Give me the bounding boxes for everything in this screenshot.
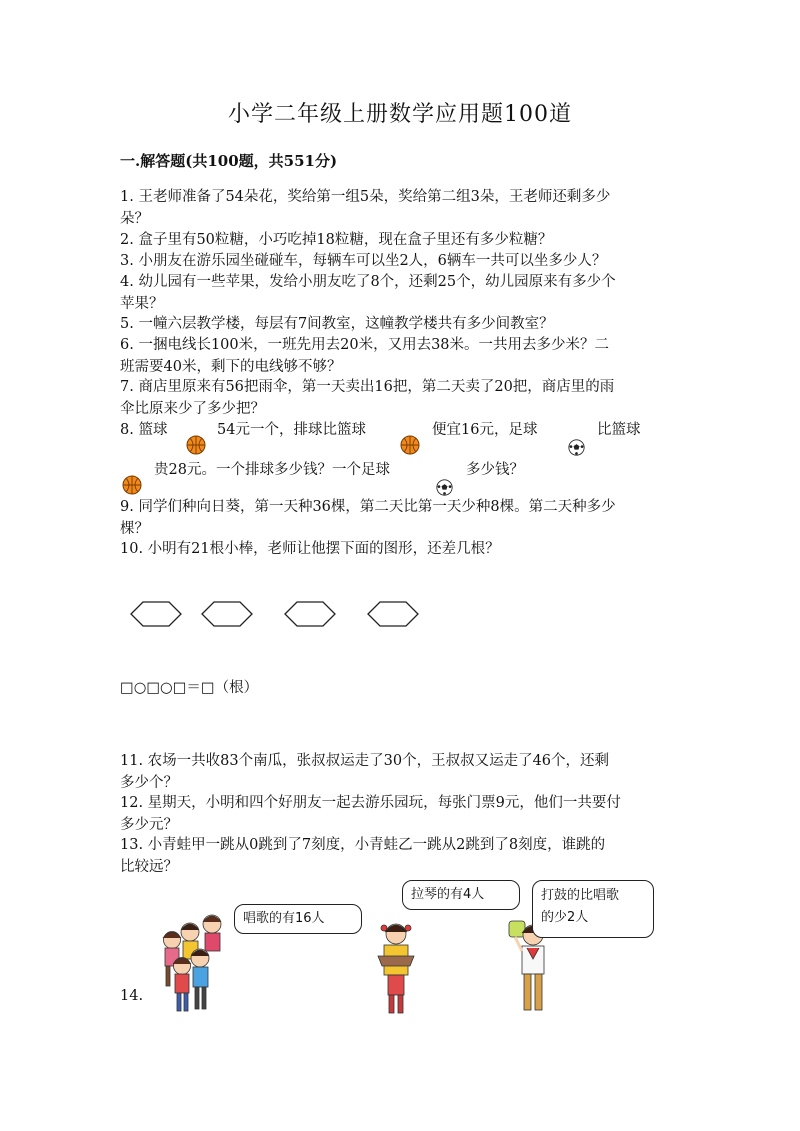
question-6: 6. 一捆电线长100米，一班先用去20米，又用去38米。一共用去多少米？二 班需要40米，剩下的电线够不够？ xyxy=(120,337,610,375)
question-3: 3. 小朋友在游乐园坐碰碰车，每辆车可以坐2人，6辆车一共可以坐多少人？ xyxy=(120,253,607,269)
question-9: 9. 同学们种向日葵，第一天种36棵，第二天比第一天少种8棵。第二天种多少 棵？ xyxy=(120,499,616,537)
equation-template: □○□○□＝□（根） xyxy=(120,680,259,696)
hexagon-shape xyxy=(201,601,253,627)
hexagon-shape xyxy=(130,601,182,627)
violin-child-illustration xyxy=(366,918,426,1018)
singing-children-illustration xyxy=(150,910,240,1020)
hexagon-shape xyxy=(284,601,336,627)
question-1: 1. 王老师准备了54朵花，奖给第一组5朵，奖给第二组3朵，王老师还剩多少 朵？ xyxy=(120,189,611,227)
question-13: 13. 小青蛙甲一跳从0跳到了7刻度，小青蛙乙一跳从2跳到了8刻度，谁跳的 比较远？ xyxy=(120,837,606,875)
question-11: 11. 农场一共收83个南瓜，张叔叔运走了30个，王叔叔又运走了46个，还剩 多少个？ xyxy=(120,753,610,791)
question-2: 2. 盒子里有50粒糖，小巧吃掉18粒糖，现在盒子里还有多少粒糖？ xyxy=(120,232,553,248)
page-title: 小学二年级上册数学应用题100道 xyxy=(228,102,572,127)
basketball-icon xyxy=(122,475,142,495)
soccer-ball-icon xyxy=(436,479,453,496)
violin-speech-bubble: 拉琴的有4人 xyxy=(402,880,520,910)
basketball-icon xyxy=(400,435,420,455)
singers-speech-bubble: 唱歌的有16人 xyxy=(234,904,362,934)
question-4: 4. 幼儿园有一些苹果，发给小朋友吃了8个，还剩25个，幼儿园原来有多少个 苹果？ xyxy=(120,274,616,312)
basketball-icon xyxy=(186,435,206,455)
section-heading: 一.解答题(共100题，共551分) xyxy=(120,152,338,170)
question-7: 7. 商店里原来有56把雨伞，第一天卖出16把，第二天卖了20把，商店里的雨 伞比原来少了多少把？ xyxy=(120,379,615,417)
soccer-ball-icon xyxy=(568,439,585,456)
question-14-number: 14. xyxy=(120,988,144,1004)
drum-speech-bubble: 打鼓的比唱歌 的少2人 xyxy=(532,880,654,938)
question-5: 5. 一幢六层教学楼，每层有7间教室，这幢教学楼共有多少间教室？ xyxy=(120,316,554,332)
question-12: 12. 星期天，小明和四个好朋友一起去游乐园玩，每张门票9元，他们一共要付 多少元？ xyxy=(120,795,621,833)
question-10: 10. 小明有21根小棒，老师让他摆下面的图形，还差几根？ xyxy=(120,541,500,557)
hexagon-shape xyxy=(367,601,419,627)
